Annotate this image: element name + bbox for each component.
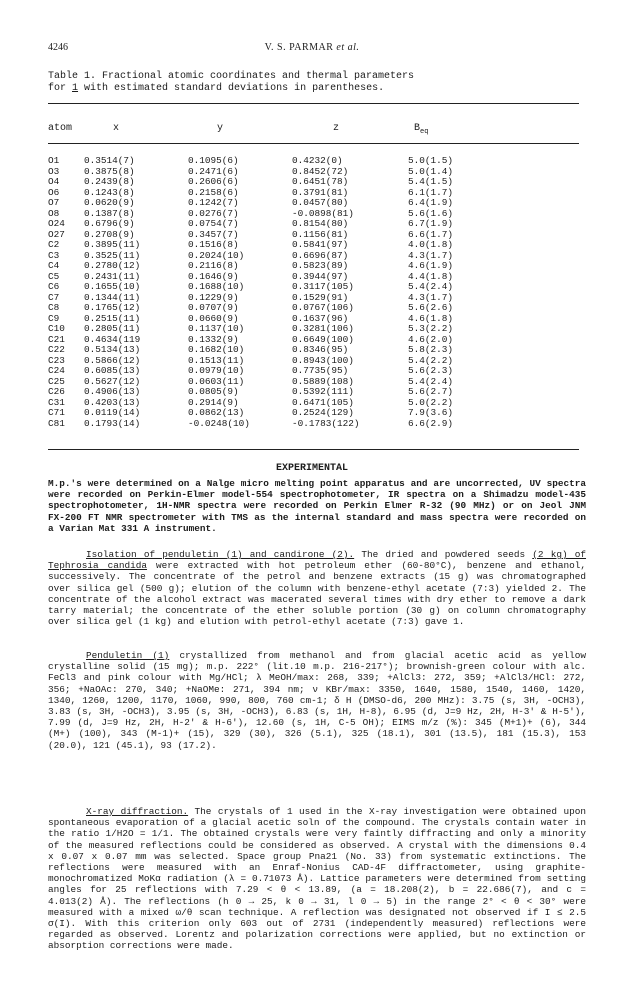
table-row bbox=[48, 219, 588, 230]
cell-z: 0.3281(106) bbox=[292, 323, 354, 334]
table-row bbox=[48, 261, 588, 272]
cell-z: 0.5392(111) bbox=[292, 386, 354, 397]
table-row bbox=[48, 324, 588, 335]
cell-z: 0.6471(105) bbox=[292, 396, 354, 408]
cell-atom: C2 bbox=[48, 239, 60, 250]
table-caption bbox=[48, 71, 588, 95]
cell-x: 0.1655(10) bbox=[84, 281, 141, 292]
cell-x: 0.6085(13) bbox=[84, 365, 141, 376]
cell-atom: C10 bbox=[48, 323, 65, 334]
table-row bbox=[48, 240, 588, 251]
cell-x: 0.1765(12) bbox=[84, 302, 141, 313]
cell-atom: C23 bbox=[48, 354, 65, 366]
cell-y: 0.0660(9) bbox=[188, 312, 239, 324]
caption-line-2: for 1 with estimated standard deviations in parentheses. bbox=[48, 83, 385, 94]
cell-atom: C9 bbox=[48, 312, 60, 324]
cell-y: -0.0248(10) bbox=[188, 417, 250, 429]
cell-x: 0.2805(11) bbox=[84, 323, 141, 334]
cell-atom: C24 bbox=[48, 365, 65, 376]
cell-z: 0.8346(95) bbox=[292, 344, 349, 355]
cell-beq: 6.6(1.7) bbox=[408, 228, 454, 240]
general-methods-paragraph: M.p.'s were determined on a Nalge micro melting point apparatus and are uncorrected, UV spectra were recorded on Perkin-Elmer model-554 spectrophotometer, IR spectra on a Shimadzu model-435 spectrophotometer, 1H-NMR spectra were recorded on Perkin Elmer R-32 (90 MHz) or on Jeol JNM FX-200 FT NMR spectrometer with TMS as the internal standard and mass spectra were recorded on a Varian Mat 331 A instrument. bbox=[48, 478, 586, 534]
cell-z: 0.6696(87) bbox=[292, 249, 349, 261]
cell-z: 0.1637(96) bbox=[292, 312, 349, 324]
cell-y: 0.1332(9) bbox=[188, 333, 239, 345]
coordinates-table-body bbox=[48, 156, 588, 429]
cell-y: 0.1513(11) bbox=[188, 354, 245, 366]
cell-atom: C26 bbox=[48, 386, 65, 397]
cell-z: 0.3117(105) bbox=[292, 281, 354, 292]
cell-z: 0.2524(129) bbox=[292, 407, 354, 418]
cell-beq: 4.6(1.9) bbox=[408, 260, 454, 271]
cell-y: 0.1137(10) bbox=[188, 323, 245, 334]
table-row bbox=[48, 408, 588, 419]
table-row bbox=[48, 387, 588, 398]
table-bottom-rule bbox=[48, 449, 579, 450]
cell-z: -0.1783(122) bbox=[292, 417, 360, 429]
cell-x: 0.2431(11) bbox=[84, 270, 141, 282]
experimental-heading: EXPERIMENTAL bbox=[275, 463, 348, 474]
cell-x: 0.2515(11) bbox=[84, 312, 141, 324]
table-row bbox=[48, 177, 588, 188]
cell-z: 0.3791(81) bbox=[292, 186, 349, 198]
cell-z: -0.0898(81) bbox=[292, 207, 354, 219]
cell-beq: 6.1(1.7) bbox=[408, 186, 454, 198]
cell-x: 0.2708(9) bbox=[84, 228, 135, 240]
cell-y: 0.0862(13) bbox=[188, 407, 245, 418]
cell-beq: 7.9(3.6) bbox=[408, 407, 454, 418]
cell-x: 0.5627(12) bbox=[84, 375, 141, 387]
cell-atom: C4 bbox=[48, 260, 60, 271]
cell-y: 0.1516(8) bbox=[188, 239, 239, 250]
cell-z: 0.1156(81) bbox=[292, 228, 349, 240]
cell-atom: C22 bbox=[48, 344, 65, 355]
cell-x: 0.0119(14) bbox=[84, 407, 141, 418]
cell-y: 0.2158(6) bbox=[188, 186, 239, 198]
cell-atom: C5 bbox=[48, 270, 60, 282]
cell-beq: 5.6(2.6) bbox=[408, 302, 454, 313]
cell-y: 0.0276(7) bbox=[188, 207, 239, 219]
cell-y: 0.2914(9) bbox=[188, 396, 239, 408]
table-row bbox=[48, 282, 588, 293]
table-row bbox=[48, 419, 588, 430]
cell-z: 0.4232(0) bbox=[292, 155, 343, 166]
cell-beq: 5.4(2.4) bbox=[408, 375, 454, 387]
page-number: 4246 bbox=[48, 42, 68, 53]
cell-y: 0.2024(10) bbox=[188, 249, 245, 261]
cell-beq: 5.4(2.2) bbox=[408, 354, 454, 366]
cell-z: 0.8154(80) bbox=[292, 218, 349, 229]
cell-z: 0.5823(89) bbox=[292, 260, 349, 271]
cell-x: 0.4634(119 bbox=[84, 333, 141, 345]
cell-x: 0.5134(13) bbox=[84, 344, 141, 355]
cell-y: 0.1242(7) bbox=[188, 197, 239, 208]
cell-y: 0.1229(9) bbox=[188, 291, 239, 303]
cell-x: 0.3525(11) bbox=[84, 249, 141, 261]
table-row bbox=[48, 156, 588, 167]
cell-y: 0.0805(9) bbox=[188, 386, 239, 397]
cell-atom: C31 bbox=[48, 396, 65, 408]
cell-y: 0.0603(11) bbox=[188, 375, 245, 387]
cell-y: 0.3457(7) bbox=[188, 228, 239, 240]
cell-atom: O6 bbox=[48, 186, 60, 198]
cell-beq: 5.4(1.5) bbox=[408, 176, 454, 187]
cell-z: 0.6451(78) bbox=[292, 176, 349, 187]
cell-beq: 6.7(1.9) bbox=[408, 218, 454, 229]
cell-beq: 4.4(1.8) bbox=[408, 270, 454, 282]
cell-beq: 5.0(2.2) bbox=[408, 396, 454, 408]
cell-atom: O27 bbox=[48, 228, 65, 240]
cell-x: 0.1344(11) bbox=[84, 291, 141, 303]
cell-beq: 4.3(1.7) bbox=[408, 249, 454, 261]
cell-atom: C71 bbox=[48, 407, 65, 418]
cell-beq: 4.0(1.8) bbox=[408, 239, 454, 250]
cell-atom: C25 bbox=[48, 375, 65, 387]
cell-beq: 4.6(2.0) bbox=[408, 333, 454, 345]
cell-beq: 5.4(2.4) bbox=[408, 281, 454, 292]
header-y: y bbox=[217, 123, 224, 134]
header-z: z bbox=[333, 123, 340, 134]
cell-z: 0.6649(100) bbox=[292, 333, 354, 345]
header-beq: $B_{eq}$ bbox=[414, 123, 429, 136]
cell-beq: 5.0(1.4) bbox=[408, 165, 454, 177]
cell-y: 0.0754(7) bbox=[188, 218, 239, 229]
cell-z: 0.8943(100) bbox=[292, 354, 354, 366]
table-top-rule bbox=[48, 103, 579, 104]
cell-z: 0.1529(91) bbox=[292, 291, 349, 303]
cell-y: 0.2116(8) bbox=[188, 260, 239, 271]
running-head-author: V. S. PARMAR bbox=[264, 42, 334, 53]
cell-x: 0.1387(8) bbox=[84, 207, 135, 219]
cell-atom: O3 bbox=[48, 165, 60, 177]
running-head bbox=[0, 42, 624, 53]
cell-beq: 6.4(1.9) bbox=[408, 197, 454, 208]
isolation-paragraph: Isolation of penduletin (1) and candirone (2). The dried and powdered seeds (2 kg) of Tephrosia candida were extracted with hot petroleum ether (60-80°C), benzene and ethanol, successively. The concentrate of the petrol and benzene extracts (15 g) was chromatographed over silica gel (500 g); elution of the column with benzene-ethyl acetate (7:3) yielded 2. The concentrate of the alcohol extract was macerated several times with dry ether to remove a dark tarry material; the concentrate of the ether soluble portion (30 g) on column chromatography over silica gel (1 kg) and elution with petrol-ethyl acetate (7:3) gave 1. bbox=[48, 549, 587, 628]
cell-atom: O24 bbox=[48, 218, 65, 229]
cell-x: 0.3514(7) bbox=[84, 155, 135, 166]
cell-beq: 5.6(1.6) bbox=[408, 207, 454, 219]
cell-atom: C21 bbox=[48, 333, 65, 345]
cell-y: 0.2471(6) bbox=[188, 165, 239, 177]
cell-y: 0.0979(10) bbox=[188, 365, 245, 376]
cell-x: 0.6796(9) bbox=[84, 218, 135, 229]
cell-beq: 5.6(2.7) bbox=[408, 386, 454, 397]
cell-x: 0.0620(9) bbox=[84, 197, 135, 208]
cell-z: 0.5889(108) bbox=[292, 375, 354, 387]
cell-beq: 5.8(2.3) bbox=[408, 344, 454, 355]
cell-atom: C7 bbox=[48, 291, 60, 303]
cell-atom: C6 bbox=[48, 281, 60, 292]
cell-atom: O1 bbox=[48, 155, 60, 166]
cell-beq: 5.3(2.2) bbox=[408, 323, 454, 334]
cell-atom: O8 bbox=[48, 207, 60, 219]
cell-beq: 5.0(1.5) bbox=[408, 155, 454, 166]
cell-x: 0.3895(11) bbox=[84, 239, 141, 250]
cell-atom: C8 bbox=[48, 302, 60, 313]
cell-x: 0.4203(13) bbox=[84, 396, 141, 408]
caption-line-1: Table 1. Fractional atomic coordinates and thermal parameters bbox=[48, 71, 415, 82]
cell-z: 0.0457(80) bbox=[292, 197, 349, 208]
cell-y: 0.1646(9) bbox=[188, 270, 239, 282]
table-row bbox=[48, 303, 588, 314]
running-head-etal: et al. bbox=[336, 42, 360, 53]
cell-atom: O7 bbox=[48, 197, 60, 208]
cell-beq: 4.3(1.7) bbox=[408, 291, 454, 303]
cell-x: 0.4906(13) bbox=[84, 386, 141, 397]
cell-y: 0.2606(6) bbox=[188, 176, 239, 187]
cell-x: 0.2780(12) bbox=[84, 260, 141, 271]
cell-beq: 5.6(2.3) bbox=[408, 365, 454, 376]
table-row bbox=[48, 366, 588, 377]
cell-z: 0.8452(72) bbox=[292, 165, 349, 177]
table-row bbox=[48, 198, 588, 209]
xray-paragraph: X-ray diffraction. The crystals of 1 used in the X-ray investigation were obtained upon spontaneous evaporation of a glacial acetic soln of the compound. The crystals contain water in the ratio 1/H2O = 1/1. The obtained crystals were very faintly diffracting and only a minority of the measured reflections could be considered as observed. A crystal with the dimensions 0.4 x 0.07 x 0.07 mm was selected. Space group Pna21 (No. 33) from systematic extinctions. The reflections were measured with an Enraf-Nonius CAD-4F diffractometer, using graphite-monochromatized MoKα radiation (λ = 0.71073 Å). Lattice parameters were determined from setting angles for 25 reflections with 7.29 < θ < 13.89, (a = 18.208(2), b = 22.686(7), and c = 4.013(2) Å). The reflections (h 0 → 25, k 0 → 31, l 0 → 5) in the range 2° < θ < 30° were measured with a mixed ω/θ scan technique. A reflection was designated not observed if I ≤ 2.5 σ(I). With this criterion only 603 out of 2731 (independently measured) reflections were regarded as observed. Lorentz and polarization corrections were applied, but no extinction or absorption corrections were made. bbox=[48, 806, 586, 952]
table-header-rule bbox=[48, 143, 579, 144]
cell-atom: O4 bbox=[48, 176, 60, 187]
cell-y: 0.1095(6) bbox=[188, 155, 239, 166]
cell-x: 0.2439(8) bbox=[84, 176, 135, 187]
cell-z: 0.3944(97) bbox=[292, 270, 349, 282]
cell-z: 0.7735(95) bbox=[292, 365, 349, 376]
cell-x: 0.1243(8) bbox=[84, 186, 135, 198]
cell-beq: 4.6(1.8) bbox=[408, 312, 454, 324]
cell-z: 0.0767(106) bbox=[292, 302, 354, 313]
cell-y: 0.1688(10) bbox=[188, 281, 245, 292]
penduletin-paragraph: Penduletin (1) crystallized from methanol and from glacial acetic acid as yellow crystalline solid (15 mg); m.p. 222° (lit.10 m.p. 216-217°); brownish-green colour with alc. FeCl3 and pink colour with Mg/HCl; λ MeOH/max: 268, 339; +AlCl3: 272, 359; +AlCl3/HCl: 272, 356; +NaOAc: 270, 340; +NaOMe: 271, 394 nm; ν KBr/max: 3350, 1640, 1580, 1540, 1460, 1420, 1340, 1260, 1200, 1170, 1060, 990, 800, 760 cm-1; δ H (DMSO-d6, 200 MHz): 3.75 (s, 3H, -OCH3), 3.83 (s, 3H, -OCH3), 3.95 (s, 3H, -OCH3), 6.83 (s, 1H, H-8), 6.95 (d, J=9 Hz, 2H, H-3' & H-5'), 7.99 (d, J=9 Hz, 2H, H-2' & H-6'), 12.60 (s, 1H, C-5 OH); EIMS m/z (%): 345 (M+1)+ (6), 344 (M+) (100), 343 (M-1)+ (15), 329 (30), 326 (5.1), 325 (18.1), 301 (13.5), 181 (15.3), 153 (20.0), 121 (45.1), 93 (17.2). bbox=[48, 650, 587, 751]
table-row bbox=[48, 345, 588, 356]
cell-x: 0.3875(8) bbox=[84, 165, 135, 177]
cell-x: 0.5866(12) bbox=[84, 354, 141, 366]
header-atom: atom bbox=[48, 123, 73, 134]
cell-x: 0.1793(14) bbox=[84, 417, 141, 429]
cell-y: 0.1682(10) bbox=[188, 344, 245, 355]
cell-y: 0.0707(9) bbox=[188, 302, 239, 313]
cell-z: 0.5841(97) bbox=[292, 239, 349, 250]
cell-beq: 6.6(2.9) bbox=[408, 417, 454, 429]
cell-atom: C81 bbox=[48, 417, 65, 429]
header-x: x bbox=[113, 123, 120, 134]
cell-atom: C3 bbox=[48, 249, 60, 261]
